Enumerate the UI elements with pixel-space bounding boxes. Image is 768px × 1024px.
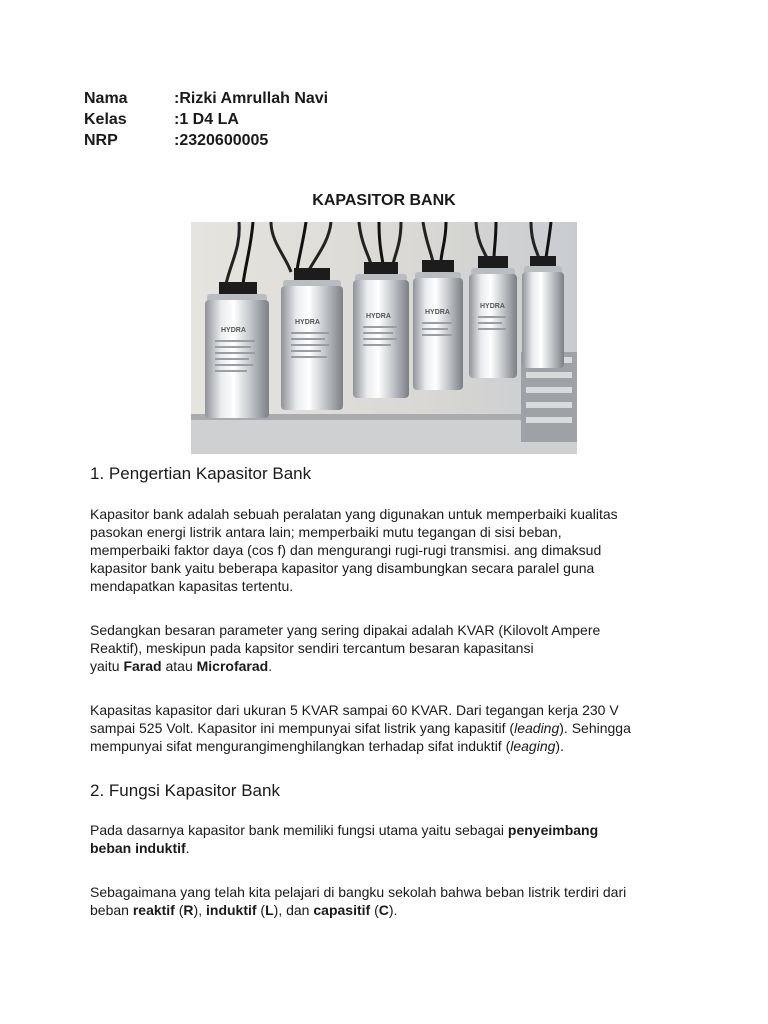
section-2-paragraph-1 <box>90 821 690 857</box>
text-run: ( <box>370 902 379 918</box>
section-1-paragraph-1 <box>90 505 690 595</box>
italic-term: leaging <box>510 738 556 754</box>
text-run: mempunyai sifat mengurangimenghilangkan terhadap sifat induktif ( <box>90 738 511 754</box>
text-run: sampai 525 Volt. Kapasitor ini mempunyai sifat listrik yang kapasitif ( <box>90 720 515 736</box>
text-run: ), <box>193 902 206 918</box>
section-1-heading: 1. Pengertian Kapasitor Bank <box>90 464 312 483</box>
info-value: :Rizki Amrullah Navi <box>174 90 329 107</box>
text-line: Sebagaimana yang telah kita pelajari di bangku sekolah bahwa beban listrik terdiri dari <box>90 884 627 900</box>
info-label: NRP <box>84 132 118 149</box>
capacitor-bank-photo <box>191 222 577 454</box>
text-line <box>90 657 690 675</box>
italic-term: leading <box>514 720 560 736</box>
info-label: Nama <box>84 90 128 107</box>
text-run: beban <box>90 902 133 918</box>
text-line: pasokan energi listrik antara lain; memperbaiki mutu tegangan di sisi beban, <box>90 524 562 540</box>
bold-term: Microfarad <box>196 658 269 674</box>
text-line: memperbaiki faktor daya (cos f) dan mengurangi rugi-rugi transmisi. ang dimaksud <box>90 542 602 558</box>
bold-term: R <box>183 902 194 918</box>
bold-term: capasitif <box>313 902 371 918</box>
bold-term: penyeimbang <box>507 822 599 838</box>
info-row-kelas <box>84 109 328 130</box>
bold-term: C <box>378 902 389 918</box>
section-2-paragraph-2 <box>90 883 690 919</box>
text-line: Kapasitor bank adalah sebuah peralatan yang digunakan untuk memperbaiki kualitas <box>90 506 618 522</box>
text-run: atau <box>161 658 197 674</box>
section-1-paragraph-3 <box>90 701 690 755</box>
can-label: HYDRA <box>366 313 391 320</box>
student-info <box>84 88 328 151</box>
text-run: ). Sehingga <box>559 720 631 736</box>
text-line: Kapasitas kapasitor dari ukuran 5 KVAR sampai 60 KVAR. Dari tegangan kerja 230 V <box>90 702 619 718</box>
info-row-nrp <box>84 130 328 151</box>
can-label: HYDRA <box>221 327 246 334</box>
text-line <box>90 901 690 919</box>
can-label: HYDRA <box>295 319 320 326</box>
text-run: ). <box>388 902 398 918</box>
text-run: . <box>185 840 190 856</box>
bold-term: beban induktif <box>90 840 186 856</box>
bold-term: induktif <box>206 902 257 918</box>
can-label: HYDRA <box>425 309 450 316</box>
text-run: ( <box>174 902 184 918</box>
text-line <box>90 737 690 755</box>
text-run: ( <box>256 902 266 918</box>
bold-term: L <box>265 902 274 918</box>
text-line: kapasitor bank yaitu beberapa kapasitor yang disambungkan secara paralel guna <box>90 560 595 576</box>
text-run: Pada dasarnya kapasitor bank memiliki fungsi utama yaitu sebagai <box>90 822 508 838</box>
info-row-nama <box>84 88 328 109</box>
info-value: :2320600005 <box>174 132 269 149</box>
text-run: ). <box>555 738 564 754</box>
text-run: . <box>268 658 273 674</box>
can-label: HYDRA <box>480 303 505 310</box>
info-label: Kelas <box>84 111 127 128</box>
bold-term: reaktif <box>132 902 175 918</box>
document-title: KAPASITOR BANK <box>312 192 456 209</box>
text-line: mendapatkan kapasitas tertentu. <box>90 578 294 594</box>
text-run: yaitu <box>90 658 124 674</box>
text-line <box>90 719 690 737</box>
section-1-paragraph-2 <box>90 621 690 675</box>
text-line <box>90 821 690 839</box>
info-value: :1 D4 LA <box>174 111 239 128</box>
bold-term: Farad <box>123 658 162 674</box>
text-line <box>90 839 690 857</box>
text-line: Sedangkan besaran parameter yang sering dipakai adalah KVAR (Kilovolt Ampere <box>90 622 601 638</box>
text-line: Reaktif), meskipun pada kapsitor sendiri tercantum besaran kapasitansi <box>90 640 534 656</box>
section-2-heading: 2. Fungsi Kapasitor Bank <box>90 781 280 800</box>
text-run: ), dan <box>273 902 314 918</box>
